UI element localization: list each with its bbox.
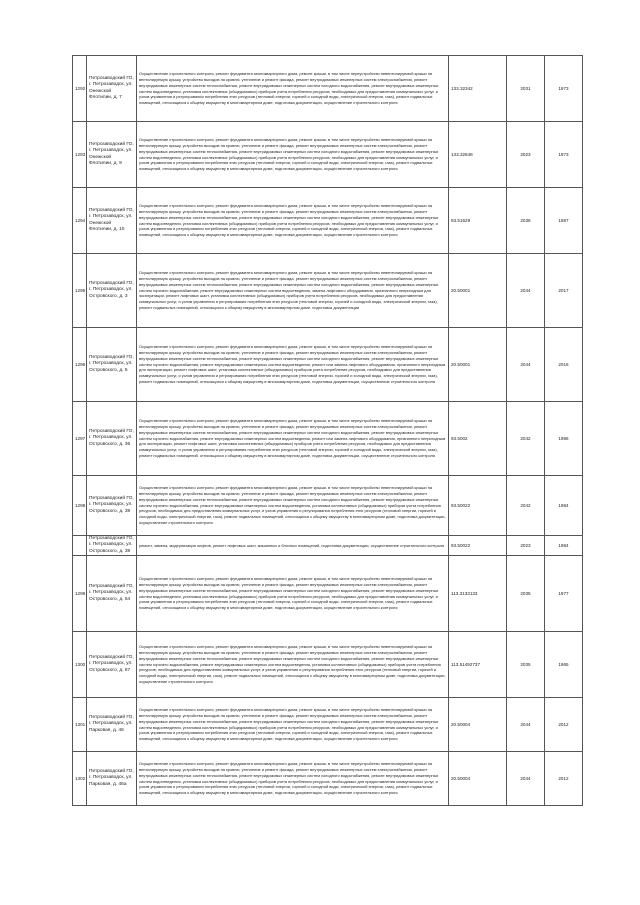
row-cost: 113.51492737	[449, 632, 507, 698]
row-build-year: 1986	[545, 402, 583, 476]
row-plan-year: 2023	[507, 122, 545, 188]
row-cost: 93.51629	[449, 188, 507, 254]
row-address: Петрозаводский ГО, г. Петрозаводск, ул. Онежской Флотилии, д. 10	[87, 188, 137, 254]
row-address: Петрозаводский ГО, г. Петрозаводск, ул. Островского, д. 36	[87, 402, 137, 476]
row-works: Осуществление строительного контроля, ремонт фундамента многоквартирного дома, ремонт крыши, в том числе переустройство невентилируемой крыши на вентилируемую крышу, устройство выходов на кровлю, утепление и ремонт фасада, ремонт внутридомовых инженерных систем электроснабжения, ремонт внутридомовых инженерных систем теплоснабжения, ремонт внутридомовых инженерных систем холодного водоснабжения, ремонт внутридомовых инженерных систем водоотведения, установка коллективных (общедомовых) приборов учета потребления ресурсов, необходимых для предоставления коммунальных услуг, и узлов управления и регулирования потребления этих ресурсов (тепловой энергии, горячей и холодной воды, электрической энергии, газа), ремонт подвальных помещений, относящихся к общему имуществу в многоквартирном доме, подготовка документации, осуществление строительного контроля	[137, 698, 449, 752]
row-number: 1294	[73, 188, 87, 254]
row-works: Осуществление строительного контроля, ремонт фундамента многоквартирного дома, ремонт крыши, в том числе переустройство невентилируемой крыши на вентилируемую крышу, устройство выходов на кровлю, утепление и ремонт фасада, ремонт внутридомовых инженерных систем электроснабжения, ремонт внутридомовых инженерных систем теплоснабжения, ремонт внутридомовых инженерных систем холодного водоснабжения, ремонт внутридомовых инженерных систем водоотведения, установка коллективных (общедомовых) приборов учета потребления ресурсов, необходимых для предоставления коммунальных услуг, и узлов управления и регулирования потребления этих ресурсов (тепловой энергии, горячей и холодной воды, электрической энергии, газа), ремонт подвальных помещений, относящихся к общему имуществу в многоквартирном доме, подготовка документации, осуществление строительного контроля	[137, 188, 449, 254]
row-plan-year: 2044	[507, 328, 545, 402]
table-row	[73, 698, 583, 752]
row-number: 1296	[73, 328, 87, 402]
row-address: Петрозаводский ГО, г. Петрозаводск, ул. Островского, д. 5	[87, 328, 137, 402]
row-build-year: 1984	[545, 476, 583, 536]
row-works: Осуществление строительного контроля, ремонт фундамента многоквартирного дома, ремонт крыши, в том числе переустройство невентилируемой крыши на вентилируемую крышу, устройство выходов на кровлю, утепление и ремонт фасада, ремонт внутридомовых инженерных систем электроснабжения, ремонт внутридомовых инженерных систем теплоснабжения, ремонт внутридомовых инженерных систем холодного водоснабжения, ремонт внутридомовых инженерных систем горячего водоснабжения, ремонт внутридомовых инженерных систем водоотведения, замена лифтового оборудования, признанного непригодным для эксплуатации, ремонт лифтовых шахт, установка коллективных (общедомовых) приборов учета потребления ресурсов, необходимых для предоставления коммунальных услуг, и узлов управления и регулирования потребления этих ресурсов (тепловой энергии, горячей и холодной воды, электрической энергии, газа), ремонт подвальных помещений, относящихся к общему имуществу в многоквартирном доме, подготовка документации	[137, 254, 449, 328]
table-row	[73, 56, 583, 122]
table-row	[73, 476, 583, 536]
row-address: Петрозаводский ГО, г. Петрозаводск, ул. Островского, д. 54	[87, 556, 137, 632]
row-works: Осуществление строительного контроля, ремонт фундамента многоквартирного дома, ремонт крыши, в том числе переустройство невентилируемой крыши на вентилируемую крышу, устройство выходов на кровлю, утепление и ремонт фасада, ремонт внутридомовых инженерных систем электроснабжения, ремонт внутридомовых инженерных систем теплоснабжения, ремонт внутридомовых инженерных систем холодного водоснабжения, ремонт внутридомовых инженерных систем горячего водоснабжения, ремонт внутридомовых инженерных систем водоотведения, ремонт или замена лифтового оборудования, признанного непригодным для эксплуатации, ремонт лифтовых шахт, установка коллективных (общедомовых) приборов учета потребления ресурсов, необходимых для предоставления коммунальных услуг, и узлов управления и регулирования потребления этих ресурсов (тепловой энергии, горячей и холодной воды, электрической энергии, газа), ремонт подвальных помещений, относящихся к общему имуществу в многоквартирном доме, подготовка документации, осуществление строительного контроля	[137, 328, 449, 402]
row-number: 1302	[73, 752, 87, 806]
row-build-year: 1973	[545, 56, 583, 122]
row-works: Осуществление строительного контроля, ремонт фундамента многоквартирного дома, ремонт крыши, в том числе переустройство невентилируемой крыши на вентилируемую крышу, устройство выходов на кровлю, утепление и ремонт фасада, ремонт внутридомовых инженерных систем электроснабжения, ремонт внутридомовых инженерных систем теплоснабжения, ремонт внутридомовых инженерных систем холодного водоснабжения, ремонт внутридомовых инженерных систем горячего водоснабжения, ремонт внутридомовых инженерных систем водоотведения, ремонт или замена лифтового оборудования, признанного непригодным для эксплуатации, ремонт лифтовых шахт, установка коллективных (общедомовых) приборов учета потребления ресурсов, необходимых для предоставления коммунальных услуг, и узлов управления и регулирования потребления этих ресурсов (тепловой энергии, горячей и холодной воды, электрической энергии, газа), ремонт подвальных помещений, относящихся к общему имуществу в многоквартирном доме, подготовка документации, осуществление строительного контроля	[137, 402, 449, 476]
table-row	[73, 122, 583, 188]
row-number: 1295	[73, 254, 87, 328]
row-plan-year: 2035	[507, 556, 545, 632]
row-build-year: 2012	[545, 752, 583, 806]
row-cost: 20.50001	[449, 254, 507, 328]
table-row	[73, 402, 583, 476]
row-build-year: 2016	[545, 328, 583, 402]
row-number: 1300	[73, 632, 87, 698]
row-address: Петрозаводский ГО, г. Петрозаводск, ул. Онежской Флотилии, д. 7	[87, 56, 137, 122]
row-plan-year: 2044	[507, 752, 545, 806]
row-number: 1297	[73, 402, 87, 476]
row-works: Осуществление строительного контроля, ремонт фундамента многоквартирного дома, ремонт крыши, в том числе переустройство невентилируемой крыши на вентилируемую крышу, устройство выходов на кровлю, утепление и ремонт фасада, ремонт внутридомовых инженерных систем электроснабжения, ремонт внутридомовых инженерных систем теплоснабжения, ремонт внутридомовых инженерных систем холодного водоснабжения, ремонт внутридомовых инженерных систем горячего водоснабжения, ремонт внутридомовых инженерных систем водоотведения, установка коллективных (общедомовых) приборов учета потребления ресурсов, необходимых для предоставления коммунальных услуг, и узлов управления и регулирования потребления этих ресурсов (тепловой энергии, горячей и холодной воды, электрической энергии, газа), ремонт подвальных помещений, относящихся к общему имуществу в многоквартирном доме, подготовка документации, осуществление строительного контроля	[137, 476, 449, 536]
works-table-body	[73, 56, 583, 806]
row-build-year: 1965	[545, 632, 583, 698]
row-plan-year: 2038	[507, 188, 545, 254]
table-row	[73, 752, 583, 806]
row-address: Петрозаводский ГО, г. Петрозаводск, ул. Островского, д. 67	[87, 632, 137, 698]
row-cost: 93.50022	[449, 476, 507, 536]
row-build-year: 1984	[545, 536, 583, 556]
row-plan-year: 2044	[507, 254, 545, 328]
table-row	[73, 536, 583, 556]
table-row	[73, 556, 583, 632]
row-build-year: 1977	[545, 556, 583, 632]
row-cost: 20.50001	[449, 328, 507, 402]
works-table	[72, 55, 583, 806]
row-build-year: 1987	[545, 188, 583, 254]
row-cost: 93.50022	[449, 536, 507, 556]
row-works: Осуществление строительного контроля, ремонт фундамента многоквартирного дома, ремонт крыши, в том числе переустройство невентилируемой крыши на вентилируемую крышу, устройство выходов на кровлю, утепление и ремонт фасада, ремонт внутридомовых инженерных систем электроснабжения, ремонт внутридомовых инженерных систем теплоснабжения, ремонт внутридомовых инженерных систем холодного водоснабжения, ремонт внутридомовых инженерных систем горячего водоснабжения, ремонт внутридомовых инженерных систем водоотведения, установка коллективных (общедомовых) приборов учета потребления ресурсов, необходимых для предоставления коммунальных услуг, и узлов управления и регулирования потребления этих ресурсов (тепловой энергии, горячей и холодной воды, электрической энергии, газа), ремонт подвальных помещений, относящихся к общему имуществу в многоквартирном доме, подготовка документации, осуществление строительного контроля	[137, 632, 449, 698]
row-address: Петрозаводский ГО, г. Петрозаводск, ул. Островского, д. 38	[87, 476, 137, 536]
row-works: ремонт, замена, модернизация лифтов, ремонт лифтовых шахт, машинных и блочных помещений, подготовка документации, осуществление строительного контроля	[137, 536, 449, 556]
row-cost: 133.32848	[449, 122, 507, 188]
row-cost: 20.50004	[449, 752, 507, 806]
table-row	[73, 188, 583, 254]
table-row	[73, 254, 583, 328]
row-plan-year: 2042	[507, 476, 545, 536]
row-address: Петрозаводский ГО, г. Петрозаводск, ул. Онежской Флотилии, д. 9	[87, 122, 137, 188]
row-address: Петрозаводский ГО, г. Петрозаводск, ул. Парковая, д. 46	[87, 698, 137, 752]
row-number	[73, 536, 87, 556]
row-build-year: 1973	[545, 122, 583, 188]
row-address: Петрозаводский ГО, г. Петрозаводск, ул. Парковая, д. 46а	[87, 752, 137, 806]
row-address: Петрозаводский ГО, г. Петрозаводск, ул. Островского, д. 3	[87, 254, 137, 328]
row-works: Осуществление строительного контроля, ремонт фундамента многоквартирного дома, ремонт крыши, в том числе переустройство невентилируемой крыши на вентилируемую крышу, устройство выходов на кровлю, утепление и ремонт фасада, ремонт внутридомовых инженерных систем электроснабжения, ремонт внутридомовых инженерных систем теплоснабжения, ремонт внутридомовых инженерных систем холодного водоснабжения, ремонт внутридомовых инженерных систем водоотведения, установка коллективных (общедомовых) приборов учета потребления ресурсов, необходимых для предоставления коммунальных услуг, и узлов управления и регулирования потребления этих ресурсов (тепловой энергии, горячей и холодной воды, электрической энергии, газа), ремонт подвальных помещений, относящихся к общему имуществу в многоквартирном доме, подготовка документации, осуществление строительного контроля	[137, 752, 449, 806]
table-row	[73, 632, 583, 698]
row-number: 1299	[73, 556, 87, 632]
row-number: 1293	[73, 122, 87, 188]
row-plan-year: 2044	[507, 698, 545, 752]
row-build-year: 2012	[545, 698, 583, 752]
row-number: 1292	[73, 56, 87, 122]
row-plan-year: 2035	[507, 632, 545, 698]
row-number: 1301	[73, 698, 87, 752]
row-address: Петрозаводский ГО, г. Петрозаводск, ул. Островского, д. 38	[87, 536, 137, 556]
row-cost: 93.5002	[449, 402, 507, 476]
row-works: Осуществление строительного контроля, ремонт фундамента многоквартирного дома, ремонт крыши, в том числе переустройство невентилируемой крыши на вентилируемую крышу, устройство выходов на кровлю, утепление и ремонт фасада, ремонт внутридомовых инженерных систем электроснабжения, ремонт внутридомовых инженерных систем теплоснабжения, ремонт внутридомовых инженерных систем холодного водоснабжения, ремонт внутридомовых инженерных систем водоотведения, установка коллективных (общедомовых) приборов учета потребления ресурсов, необходимых для предоставления коммунальных услуг, и узлов управления и регулирования потребления этих ресурсов (тепловой энергии, горячей и холодной воды, электрической энергии, газа), ремонт подвальных помещений, относящихся к общему имуществу в многоквартирном доме, подготовка документации, осуществление строительного контроля	[137, 556, 449, 632]
row-cost: 133.32342	[449, 56, 507, 122]
row-plan-year: 2023	[507, 536, 545, 556]
table-row	[73, 328, 583, 402]
row-works: Осуществление строительного контроля, ремонт фундамента многоквартирного дома, ремонт крыши, в том числе переустройство невентилируемой крыши на вентилируемую крышу, устройство выходов на кровлю, утепление и ремонт фасада, ремонт внутридомовых инженерных систем электроснабжения, ремонт внутридомовых инженерных систем теплоснабжения, ремонт внутридомовых инженерных систем холодного водоснабжения, ремонт внутридомовых инженерных систем водоотведения, установка коллективных (общедомовых) приборов учета потребления ресурсов, необходимых для предоставления коммунальных услуг, и узлов управления и регулирования потребления этих ресурсов (тепловой энергии, горячей и холодной воды, электрической энергии, газа), ремонт подвальных помещений, относящихся к общему имуществу в многоквартирном доме, подготовка документации, осуществление строительного контроля	[137, 56, 449, 122]
row-cost: 20.50004	[449, 698, 507, 752]
row-plan-year: 2042	[507, 402, 545, 476]
row-works: Осуществление строительного контроля, ремонт фундамента многоквартирного дома, ремонт крыши, в том числе переустройство невентилируемой крыши на вентилируемую крышу, устройство выходов на кровлю, утепление и ремонт фасада, ремонт внутридомовых инженерных систем электроснабжения, ремонт внутридомовых инженерных систем теплоснабжения, ремонт внутридомовых инженерных систем холодного водоснабжения, ремонт внутридомовых инженерных систем водоотведения, установка коллективных (общедомовых) приборов учета потребления ресурсов, необходимых для предоставления коммунальных услуг, и узлов управления и регулирования потребления этих ресурсов (тепловой энергии, горячей и холодной воды, электрической энергии, газа), ремонт подвальных помещений, относящихся к общему имуществу в многоквартирном доме, подготовка документации, осуществление строительного контроля	[137, 122, 449, 188]
row-plan-year: 2031	[507, 56, 545, 122]
row-build-year: 2017	[545, 254, 583, 328]
row-number: 1298	[73, 476, 87, 536]
row-cost: 113.3133133	[449, 556, 507, 632]
